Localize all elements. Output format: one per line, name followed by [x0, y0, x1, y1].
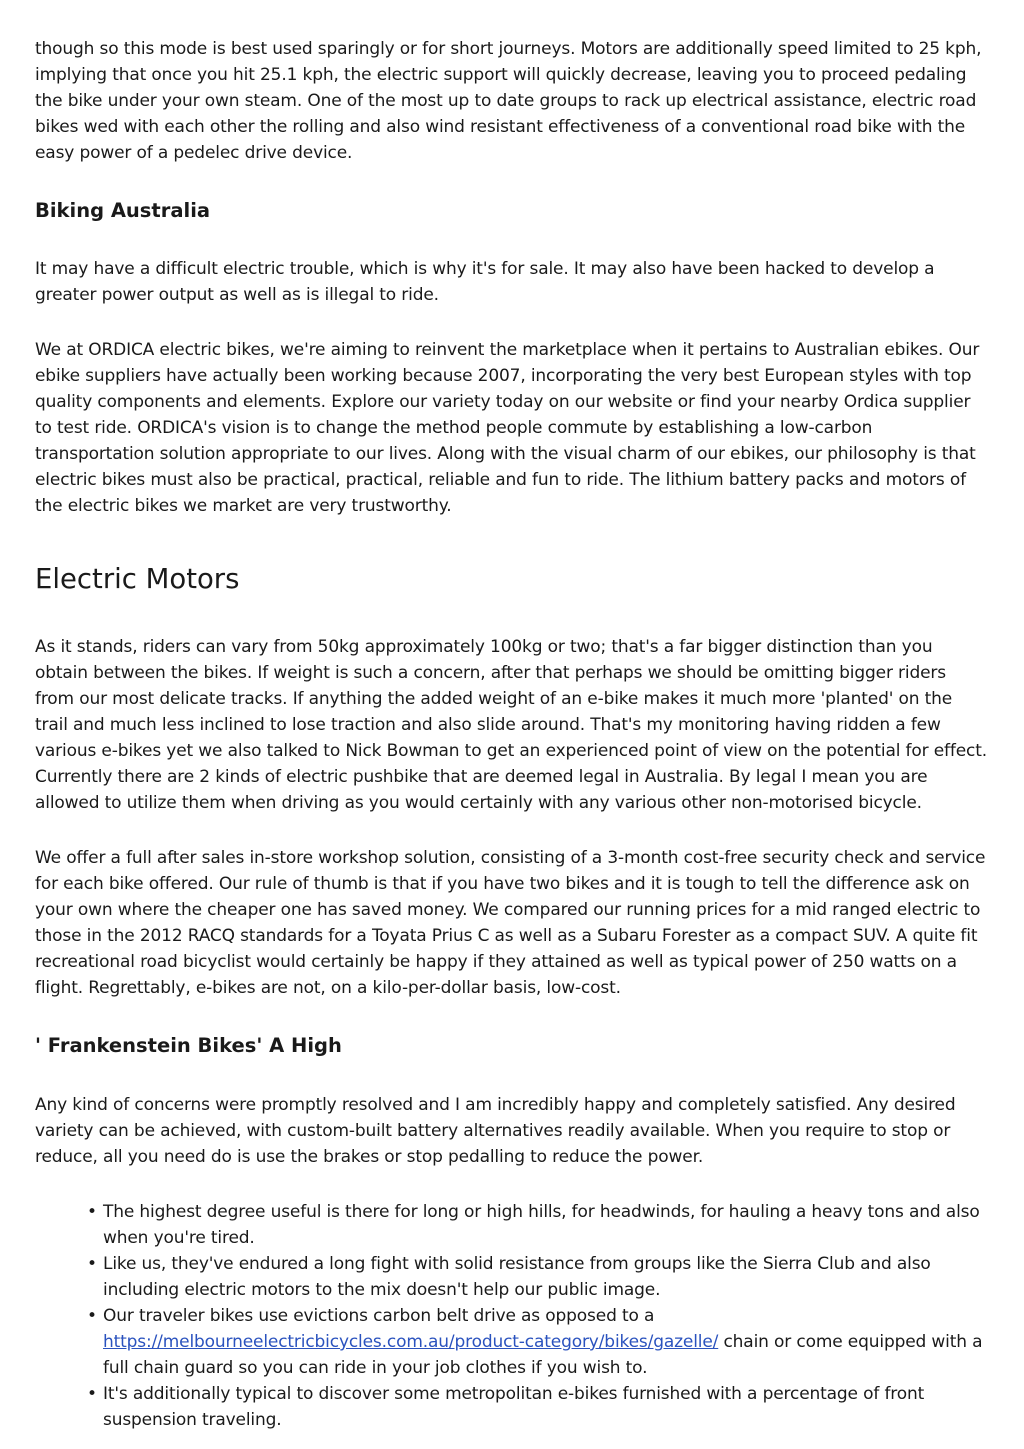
list-item: • Like us, they've endured a long fight with solid resistance from groups like the Sierra Club and also including electric motors to the mix doesn't help our public image. [103, 1251, 990, 1303]
paragraph-ordica: We at ORDICA electric bikes, we're aiming to reinvent the marketplace when it pertains to Australian ebikes. Our ebike suppliers have actually been working because 2007, incorporating the very best European styles with top quality components and elements. Explore our variety today on our website or find your nearby Ordica supplier to test ride. ORDICA's vision is to change the method people commute by establishing a low-carbon transportation solution appropriate to our lives. Along with the visual charm of our ebikes, our philosophy is that electric bikes must also be practical, practical, reliable and fun to ride. The lithium battery packs and motors of the electric bikes we market are very trustworthy. [35, 340, 980, 516]
paragraph-riders: As it stands, riders can vary from 50kg approximately 100kg or two; that's a far bigger distinction than you obtain between the bikes. If weight is such a concern, after that perhaps we should be omitting bigger riders from our most delicate tracks. If anything the added weight of an e-bike makes it much more 'planted' on the trail and much less inclined to lose traction and also slide around. That's my monitoring having ridden a few various e-bikes yet we also talked to Nick Bowman to get an experienced point of view on the potential for effect. Currently there are 2 kinds of electric pushbike that are deemed legal in Australia. By legal I mean you are allowed to utilize them when driving as you would certainly with any various other non-motorised bicycle. [35, 637, 987, 813]
document-page [35, 36, 990, 1433]
paragraph-concerns: Any kind of concerns were promptly resolved and I am incredibly happy and completely satisfied. Any desired variety can be achieved, with custom-built battery alternatives readily available. When you require to stop or reduce, all you need do is use the brakes or stop pedalling to reduce the power. [35, 1095, 956, 1167]
intro-paragraph: though so this mode is best used sparingly or for short journeys. Motors are additionally speed limited to 25 kph, implying that once you hit 25.1 kph, the electric support will quickly decrease, leaving you to proceed pedaling the bike under your own steam. One of the most up to date groups to rack up electrical assistance, electric road bikes wed with each other the rolling and also wind resistant effectiveness of a conventional road bike with the easy power of a pedelec drive device. [35, 39, 982, 163]
list-item-text-before-link: Our traveler bikes use evictions carbon belt drive as opposed to a [103, 1306, 655, 1326]
list-item: • The highest degree useful is there for long or high hills, for headwinds, for hauling a heavy tons and also when you're tired. [103, 1199, 990, 1251]
list-item: • It's additionally typical to discover some metropolitan e-bikes furnished with a percentage of front suspension traveling. [103, 1381, 990, 1433]
paragraph-workshop: We offer a full after sales in-store workshop solution, consisting of a 3-month cost-free security check and service for each bike offered. Our rule of thumb is that if you have two bikes and it is tough to tell the difference ask on your own where the cheaper one has saved money. We compared our running prices for a mid ranged electric to those in the 2012 RACQ standards for a Toyata Prius C as well as a Subaru Forester as a compact SUV. A quite fit recreational road bicyclist would certainly be happy if they attained as well as typical power of 250 watts on a flight. Regrettably, e-bikes are not, on a kilo-per-dollar basis, low-cost. [35, 848, 986, 998]
heading-electric-motors: Electric Motors [35, 563, 240, 595]
heading-frankenstein-bikes: ' Frankenstein Bikes' A High [35, 1034, 342, 1057]
list-item-text-after-link: chain or come equipped with a full chain guard so you can ride in your job clothes if you wish to. [103, 1332, 983, 1378]
list-item [103, 1303, 990, 1381]
gazelle-bikes-link[interactable]: https://melbourneelectricbicycles.com.au/product-category/bikes/gazelle/ [103, 1332, 719, 1352]
paragraph-trouble: It may have a difficult electric trouble, which is why it's for sale. It may also have been hacked to develop a greater power output as well as is illegal to ride. [35, 259, 935, 305]
bullet-list [35, 1199, 990, 1433]
heading-biking-australia: Biking Australia [35, 199, 211, 222]
